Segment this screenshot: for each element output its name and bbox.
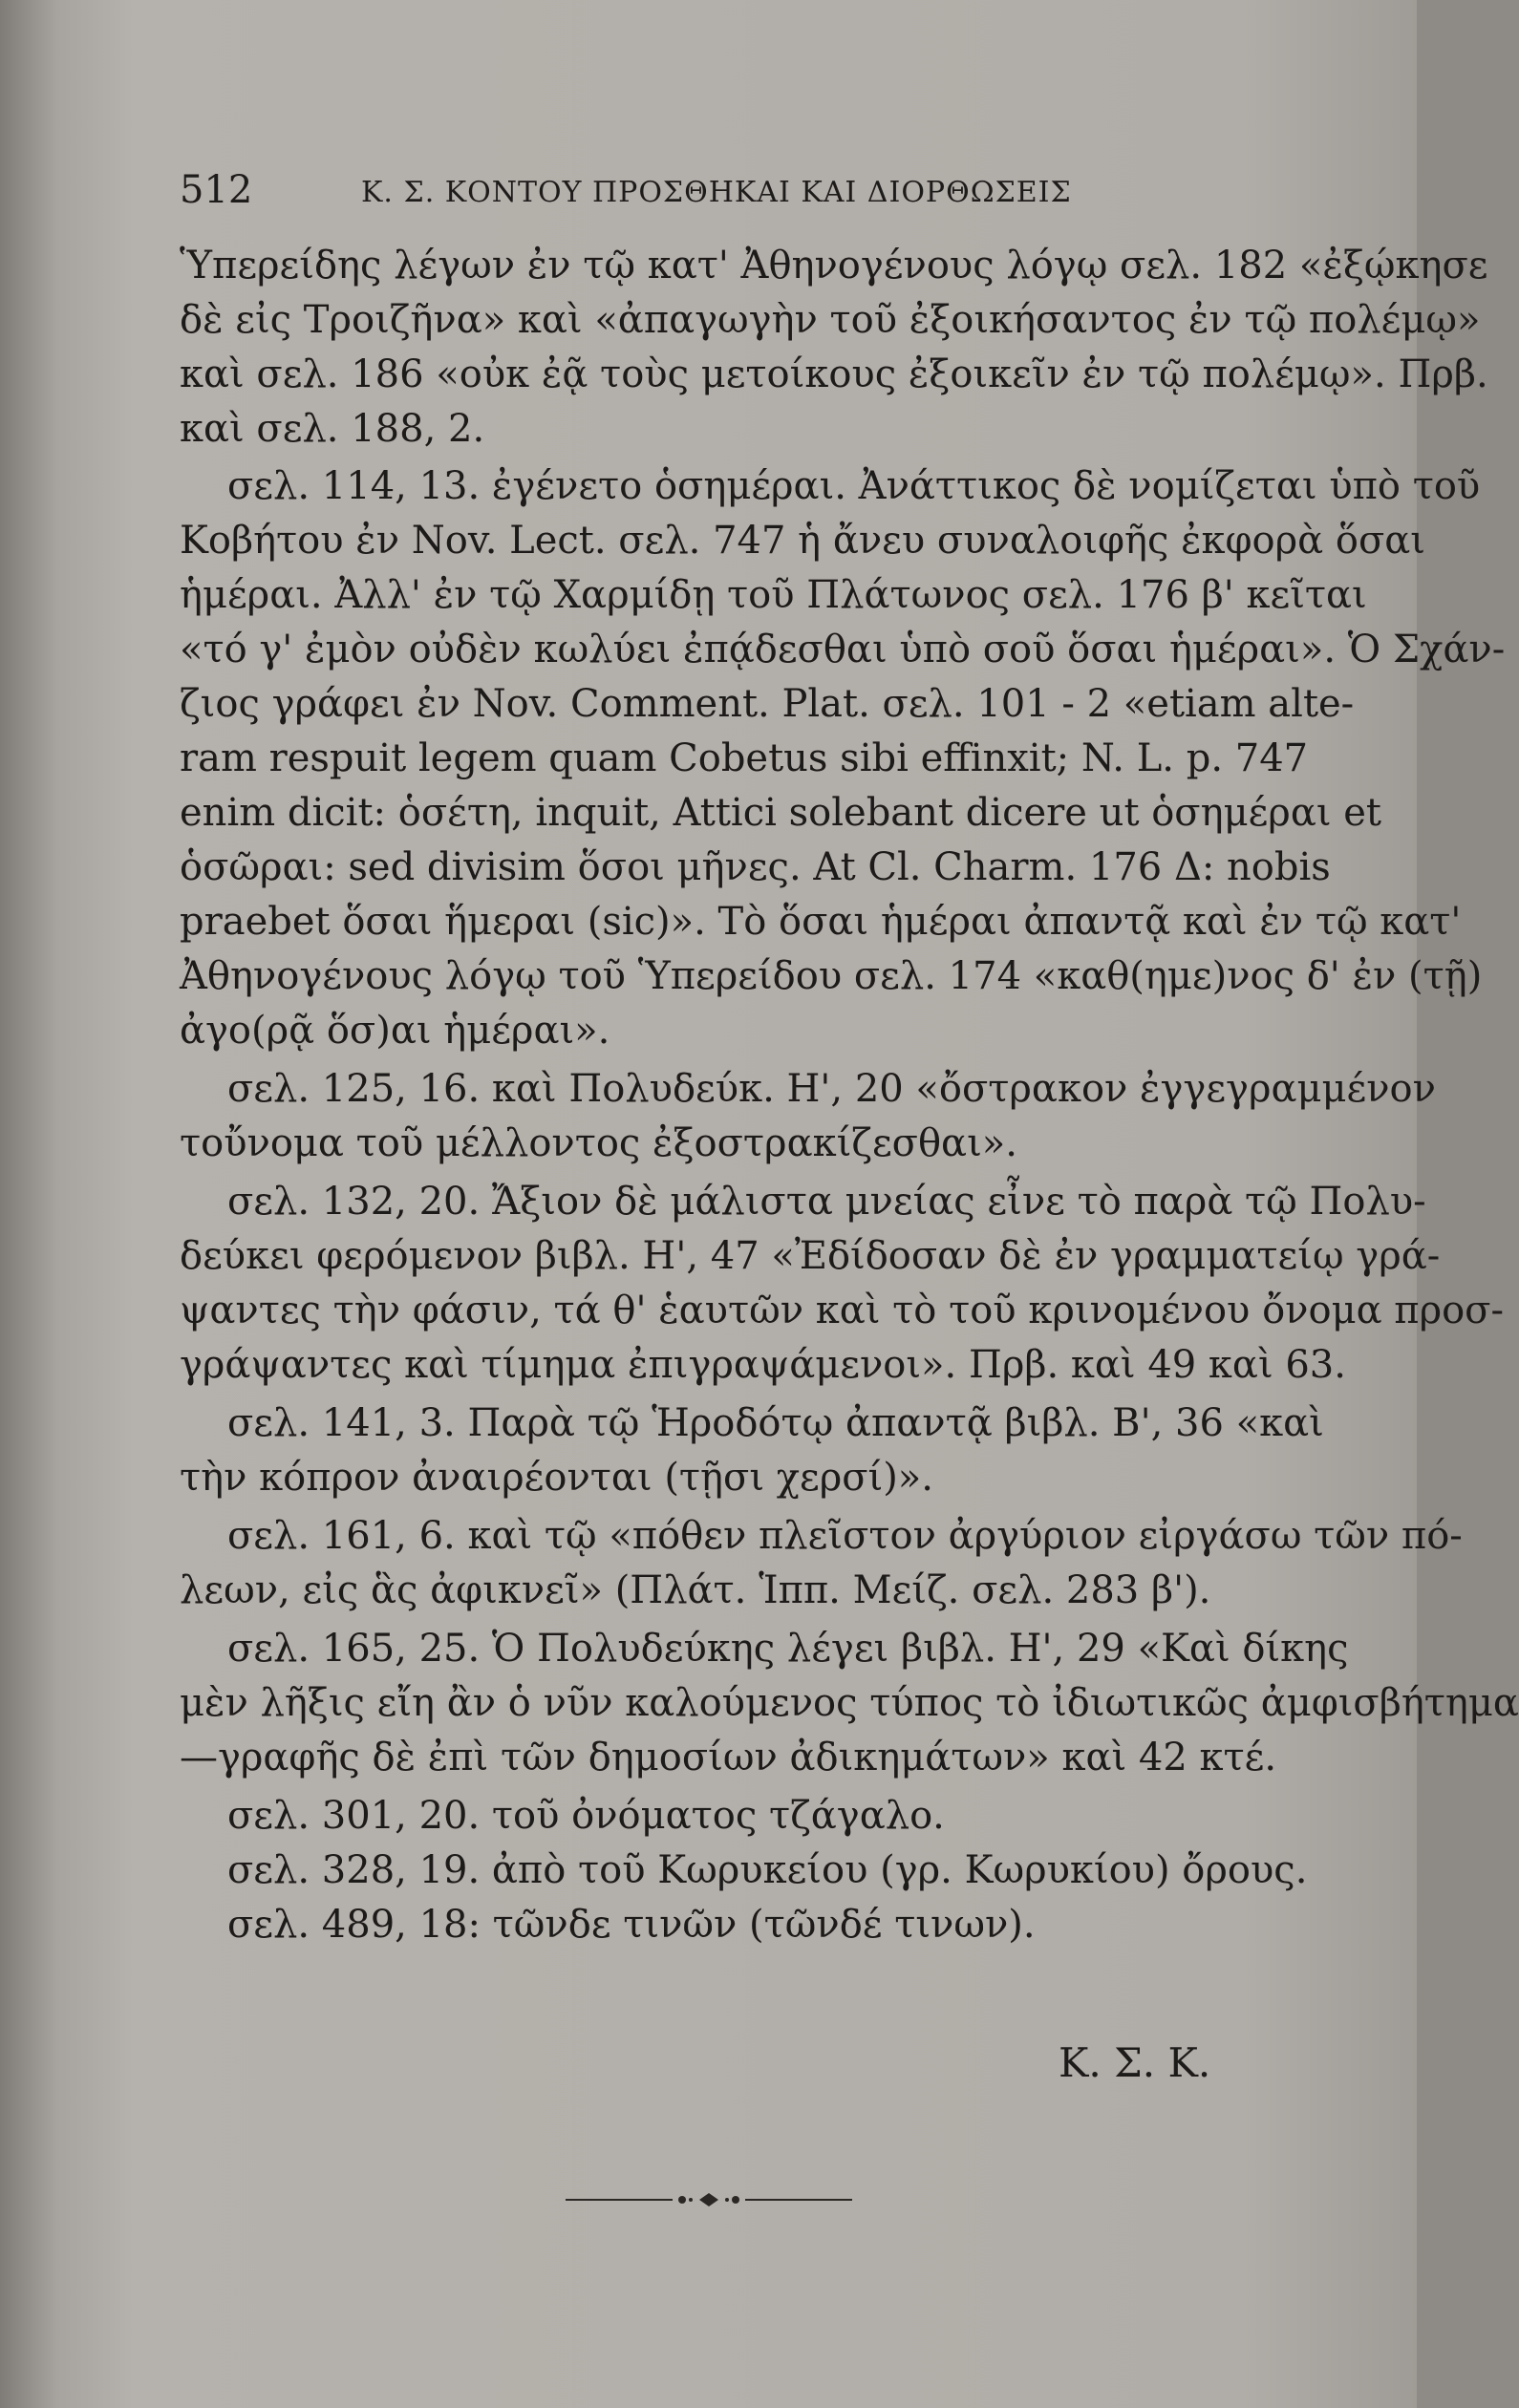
text-line: καὶ σελ. 186 «οὐκ ἐᾷ τοὺς μετοίκους ἐξοικεῖν ἐν τῷ πολέμῳ». Πρβ. — [180, 352, 1488, 396]
ornamental-divider — [566, 2190, 852, 2209]
text-line: καὶ σελ. 188, 2. — [180, 407, 485, 451]
text-line: ζιος γράφει ἐν Nov. Comment. Plat. σελ. 101 - 2 «etiam alte- — [180, 682, 1355, 726]
text-line: ram respuit legem quam Cobetus sibi effinxit; N. L. p. 747 — [180, 736, 1309, 780]
text-line: «τό γ' ἐμὸν οὐδὲν κωλύει ἐπᾴδεσθαι ὑπὸ σοῦ ὅσαι ἡμέραι». Ὁ Σχάν- — [180, 628, 1506, 671]
text-line: Ἀθηνογένους λόγῳ τοῦ Ὑπερείδου σελ. 174 «καθ(ημε)νος δ' ἐν (τῇ) — [180, 954, 1483, 998]
text-line: ὁσῶραι: sed divisim ὅσοι μῆνες. At Cl. Charm. 176 Δ: nobis — [180, 845, 1331, 889]
text-line: ἀγο(ρᾷ ὅσ)αι ἡμέραι». — [180, 1009, 610, 1053]
text-line: σελ. 301, 20. τοῦ ὀνόματος τζάγαλο. — [227, 1794, 945, 1838]
text-line: ἡμέραι. Ἀλλ' ἐν τῷ Χαρμίδῃ τοῦ Πλάτωνος σελ. 176 β' κεῖται — [180, 573, 1367, 617]
text-line: σελ. 114, 13. ἐγένετο ὁσημέραι. Ἀνάττικος δὲ νομίζεται ὑπὸ τοῦ — [227, 464, 1481, 508]
text-line: γράψαντες καὶ τίμημα ἐπιγραψάμενοι». Πρβ. καὶ 49 καὶ 63. — [180, 1343, 1346, 1387]
text-line: τὴν κόπρον ἀναιρέονται (τῇσι χερσί)». — [180, 1456, 933, 1500]
text-line: praebet ὅσαι ἥμεραι (sic)». Τὸ ὅσαι ἡμέραι ἀπαντᾷ καὶ ἐν τῷ κατ' — [180, 900, 1462, 944]
text-line: σελ. 165, 25. Ὁ Πολυδεύκης λέγει βιβλ. Η', 29 «Καὶ δίκης — [227, 1627, 1349, 1671]
text-line: δὲ εἰς Τροιζῆνα» καὶ «ἀπαγωγὴν τοῦ ἐξοικήσαντος ἐν τῷ πολέμῳ» — [180, 298, 1481, 342]
page-number: 512 — [180, 168, 253, 212]
page-header — [180, 168, 1230, 225]
running-title: Κ. Σ. ΚΟΝΤΟΥ ΠΡΟΣΘΗΚΑΙ ΚΑΙ ΔΙΟΡΘΩΣΕΙΣ — [361, 176, 1072, 209]
text-line: σελ. 328, 19. ἀπὸ τοῦ Κωρυκείου (γρ. Κωρυκίου) ὄρους. — [227, 1848, 1308, 1892]
text-line: δεύκει φερόμενον βιβλ. Η', 47 «Ἐδίδοσαν δὲ ἐν γραμματείῳ γρά- — [180, 1234, 1441, 1278]
text-line: τοὔνομα τοῦ μέλλοντος ἐξοστρακίζεσθαι». — [180, 1121, 1017, 1165]
text-line: σελ. 161, 6. καὶ τῷ «πόθεν πλεῖστον ἀργύριον εἰργάσω τῶν πό- — [227, 1514, 1463, 1558]
text-line: Ὑπερείδης λέγων ἐν τῷ κατ' Ἀθηνογένους λόγῳ σελ. 182 «ἐξῴκησε — [180, 244, 1488, 288]
text-line: Κοβήτου ἐν Nov. Lect. σελ. 747 ἡ ἄνευ συναλοιφῆς ἐκφορὰ ὅσαι — [180, 519, 1425, 563]
text-line: σελ. 132, 20. Ἄξιον δὲ μάλιστα μνείας εἶνε τὸ παρὰ τῷ Πολυ- — [227, 1180, 1426, 1224]
text-line: σελ. 489, 18: τῶνδε τινῶν (τῶνδέ τινων). — [227, 1903, 1036, 1947]
author-signature: Κ. Σ. Κ. — [1059, 2039, 1211, 2086]
text-line: —γραφῆς δὲ ἐπὶ τῶν δημοσίων ἀδικημάτων» καὶ 42 κτέ. — [180, 1736, 1277, 1779]
text-line: ψαντες τὴν φάσιν, τά θ' ἑαυτῶν καὶ τὸ τοῦ κρινομένου ὄνομα προσ- — [180, 1289, 1504, 1332]
text-line: enim dicit: ὁσέτη, inquit, Attici solebant dicere ut ὁσημέραι et — [180, 791, 1381, 835]
text-line: σελ. 141, 3. Παρὰ τῷ Ἡροδότῳ ἀπαντᾷ βιβλ. Β', 36 «καὶ — [227, 1401, 1324, 1445]
text-line: λεων, εἰς ἃς ἀφικνεῖ» (Πλάτ. Ἱππ. Μείζ. σελ. 283 β'). — [180, 1568, 1211, 1612]
text-line: σελ. 125, 16. καὶ Πολυδεύκ. Η', 20 «ὄστρακον ἐγγεγραμμένον — [227, 1067, 1436, 1111]
text-line: μὲν λῆξις εἴη ἂν ὁ νῦν καλούμενος τύπος τὸ ἰδιωτικῶς ἀμφισβήτημα — [180, 1681, 1519, 1725]
